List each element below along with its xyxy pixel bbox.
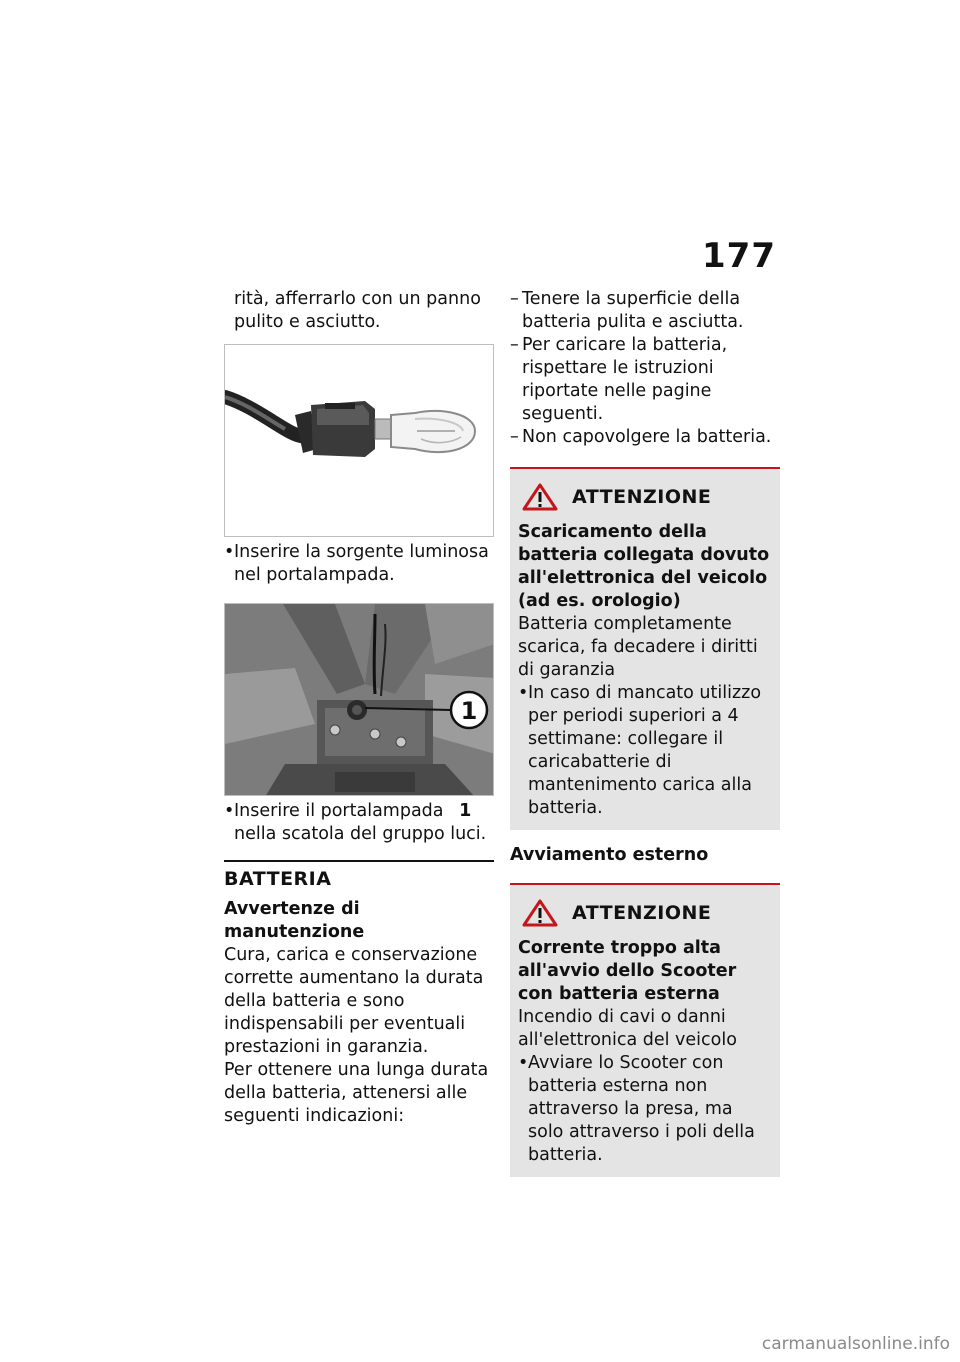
warning-title: Corrente troppo alta all'avvio dello Scooter con batteria esterna xyxy=(518,938,737,1004)
warning-bullet: • In caso di mancato utilizzo per periodi superiori a 4 settimane: collegare il caricabatterie di mantenimento carica alla batteria. xyxy=(518,683,762,818)
warning-title: Scaricamento della batteria collegata dovuto all'elettronica del veicolo (ad es. orologio) xyxy=(518,522,770,611)
bullet-icon: • xyxy=(518,1053,529,1073)
dash-item: – Per caricare la batteria, rispettare le istruzioni riportate nelle pagine seguenti. xyxy=(510,335,728,424)
warning-callout-external-start xyxy=(510,883,780,1177)
page-number: 177 xyxy=(702,236,776,276)
callout-number-1: 1 xyxy=(460,697,478,725)
lamp-housing-figure xyxy=(224,603,494,796)
step2-ref: 1 xyxy=(459,801,472,821)
warning-bullet: • Avviare lo Scooter con batteria esterna non attraverso la presa, ma solo attraverso i poli della batteria. xyxy=(518,1053,755,1165)
bullet-icon: • xyxy=(518,683,529,703)
left-column xyxy=(224,288,494,1128)
dash-item: – Tenere la superficie della batteria pulita e asciutta. xyxy=(510,289,744,332)
maintenance-para1: Cura, carica e conservazione corrette aumentano la durata della batteria e sono indispensabili per eventuali prestazioni in garanzia. xyxy=(224,945,484,1057)
lamp-housing-illustration xyxy=(225,604,494,796)
intro-text: rità, afferrarlo con un panno pulito e asciutto. xyxy=(234,289,481,332)
maintenance-subhead: Avvertenze di manutenzione xyxy=(224,899,365,942)
warning-label: ATTENZIONE xyxy=(572,486,712,508)
watermark-link[interactable]: carmanualsonline.info xyxy=(761,1334,950,1354)
right-column xyxy=(510,288,780,1177)
dash-item: – Non capovolgere la batteria. xyxy=(510,427,772,447)
warning-callout-battery-drain xyxy=(510,467,780,830)
step-insert-bulb: • Inserire la sorgente luminosa nel portalampada. xyxy=(224,542,489,585)
warning-text: Batteria completamente scarica, fa decadere i diritti di garanzia xyxy=(518,614,758,680)
step-insert-holder xyxy=(224,800,494,846)
warning-label: ATTENZIONE xyxy=(572,902,712,924)
section-title: BATTERIA xyxy=(224,868,332,890)
maintenance-para2: Per ottenere una lunga durata della batteria, attenersi alle seguenti indicazioni: xyxy=(224,1060,489,1126)
warning-triangle-icon xyxy=(522,899,558,927)
warning-triangle-icon xyxy=(522,483,558,511)
warning-text: Incendio di cavi o danni all'elettronica del veicolo xyxy=(518,1007,737,1050)
bullet-icon: • xyxy=(224,542,235,562)
step2-text: Inserire il portalampada xyxy=(234,801,444,821)
section-divider xyxy=(224,860,494,862)
external-start-subhead: Avviamento esterno xyxy=(510,845,709,865)
bullet-icon: • xyxy=(224,801,235,821)
step2-continuation: nella scatola del gruppo luci. xyxy=(234,824,487,844)
bulb-socket-illustration xyxy=(225,345,494,537)
bulb-socket-figure xyxy=(224,344,494,537)
